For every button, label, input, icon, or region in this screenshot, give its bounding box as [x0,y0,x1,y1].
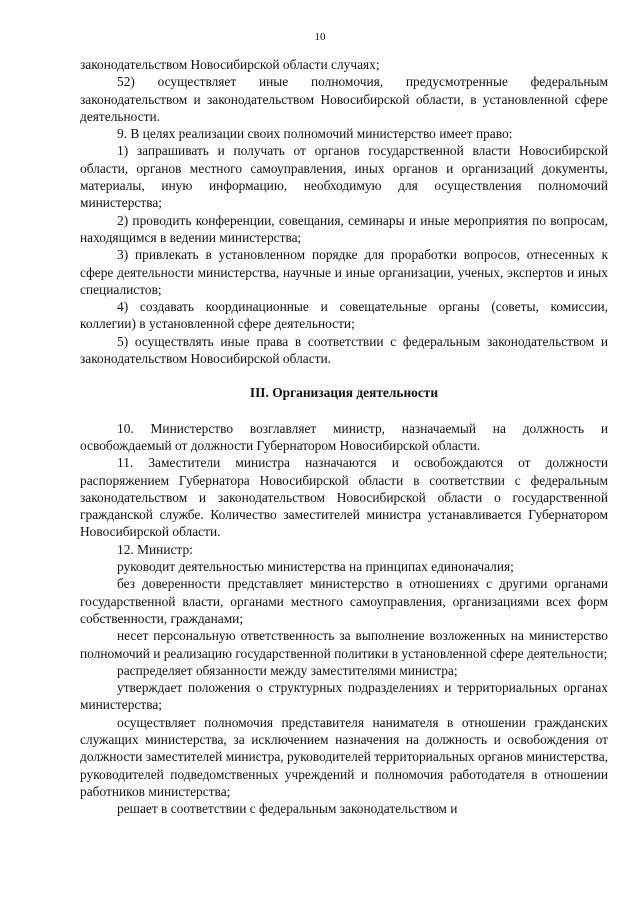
paragraph: осуществляет полномочия представителя нанимателя в отношении гражданских служащих министерства, за исключением назначения на должность и освобождения от должности заместителей министра, руководителей территориальных органов министерства, руководителей подведомственных учреждений и полномочия работодателя в отношении работников министерства; [80,714,608,799]
document-body [80,56,608,817]
paragraph: 2) проводить конференции, совещания, семинары и иные мероприятия по вопросам, находящимся в ведении министерства; [80,212,608,245]
paragraph: 9. В целях реализации своих полномочий министерство имеет право: [117,126,513,142]
paragraph: 11. Заместители министра назначаются и освобождаются от должности распоряжением Губернатора Новосибирской области в соответствии с федеральным законодательством и законодательством Новосибирской области о государственной гражданской службе. Количество заместителей министра устанавливается Губернатором Новосибирской области. [80,455,608,540]
paragraph: 12. Министр: [117,541,193,557]
paragraph: 1) запрашивать и получать от органов государственной власти Новосибирской области, органов местного самоуправления, иных органов и организаций документы, материалы, иную информацию, необходимую для осуществления полномочий министерства; [80,143,608,211]
paragraph: 4) создавать координационные и совещательные органы (советы, комиссии, коллегии) в установленной сфере деятельности; [80,299,608,332]
paragraph: без доверенности представляет министерство в отношениях с другими органами государственной власти, органами местного самоуправления, организациями всех форм собственности, гражданами; [80,576,608,626]
paragraph: утверждает положения о структурных подразделениях и территориальных органах министерства; [80,680,608,713]
paragraph: решает в соответствии с федеральным законодательством и [117,801,458,817]
paragraph: 52) осуществляет иные полномочия, предусмотренные федеральным законодательством и законодательством Новосибирской области, в установленной сфере деятельности. [80,74,608,124]
paragraph: 3) привлекать в установленном порядке для проработки вопросов, отнесенных к сфере деятельности министерства, научные и иные организации, ученых, экспертов и иных специалистов; [80,247,608,297]
paragraph: 10. Министерство возглавляет министр, назначаемый на должность и освобождаемый от должности Губернатором Новосибирской области. [80,420,608,453]
page-number: 10 [314,31,326,43]
paragraph: 5) осуществлять иные права в соответствии с федеральным законодательством и законодательством Новосибирской области. [80,333,608,367]
section-heading: III. Организация деятельности [249,385,439,401]
paragraph: распределяет обязанности между заместителями министра; [117,662,458,678]
paragraph: законодательством Новосибирской области случаях; [80,57,380,72]
paragraph: руководит деятельностью министерства на принципах единоначалия; [117,559,514,575]
paragraph: несет персональную ответственность за выполнение возложенных на министерство полномочий и реализацию государственной политики в установленной сфере деятельности; [80,628,608,661]
